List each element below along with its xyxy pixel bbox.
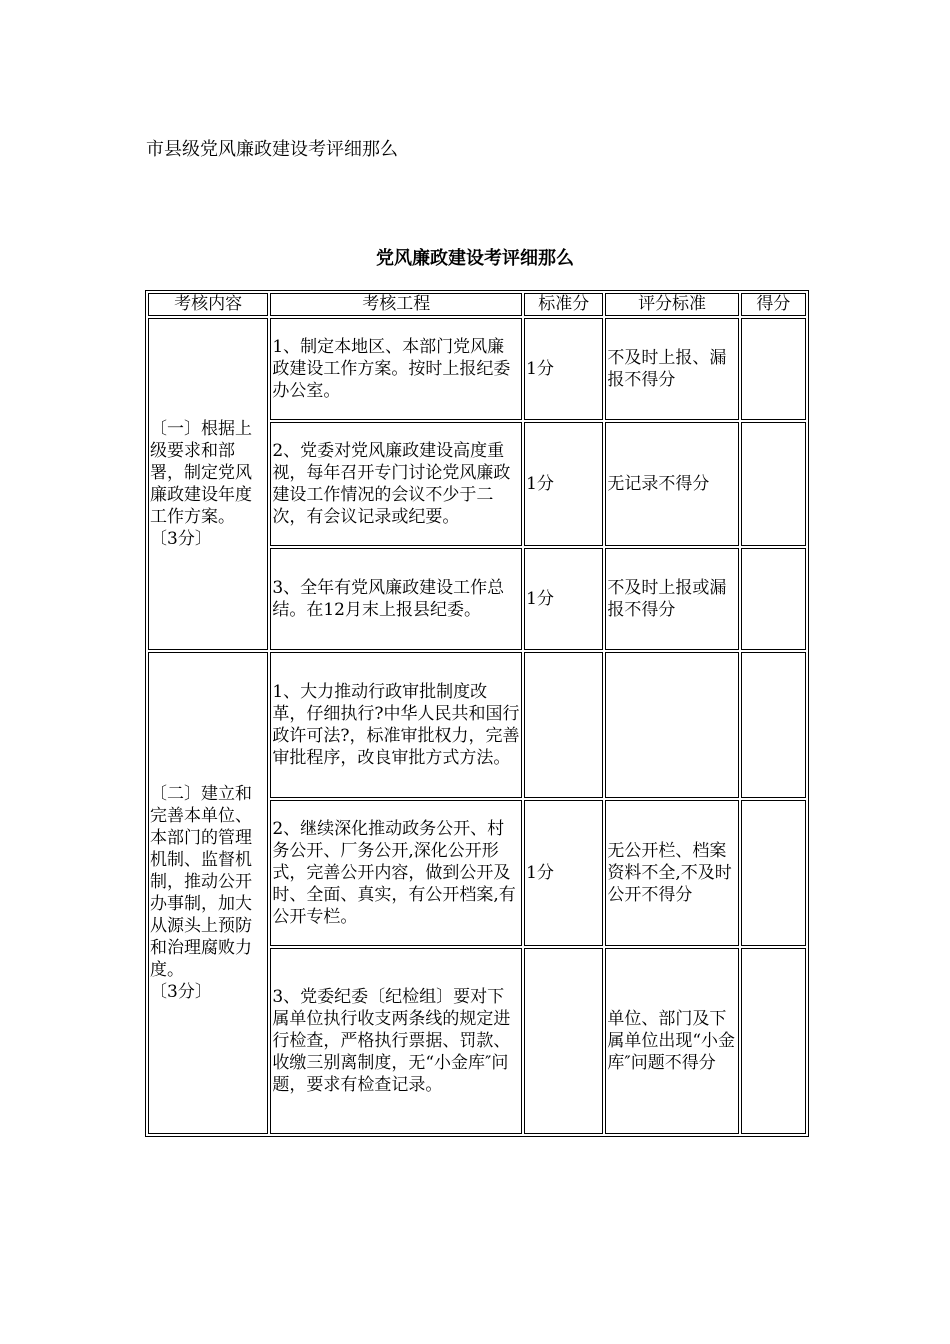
header-item: 考核工程 — [270, 293, 522, 316]
category-cell — [148, 652, 268, 1134]
item-cell: 1、制定本地区、本部门党风廉政建设工作方案。按时上报纪委办公室。 — [270, 318, 522, 420]
got-score-cell — [741, 800, 806, 946]
criteria-cell — [605, 652, 738, 798]
criteria-cell: 不及时上报、漏报不得分 — [605, 318, 738, 420]
item-cell: 2、继续深化推动政务公开、村务公开、厂务公开,深化公开形式，完善公开内容，做到公开及时、全面、真实，有公开档案,有公开专栏。 — [270, 800, 522, 946]
got-score-cell — [741, 948, 806, 1134]
table-row — [148, 318, 806, 420]
header-got-score: 得分 — [741, 293, 806, 316]
criteria-cell: 无记录不得分 — [605, 422, 738, 546]
evaluation-table — [145, 290, 809, 1137]
got-score-cell — [741, 548, 806, 650]
standard-score-cell — [524, 652, 603, 798]
category-content: 〔二〕建立和完善本单位、本部门的管理机制、监督机制，推动公开办事制，加大从源头上预防和治理腐败力度。 — [150, 784, 252, 980]
category-score: 〔3分〕 — [150, 982, 212, 1002]
got-score-cell — [741, 318, 806, 420]
criteria-cell: 单位、部门及下属单位出现“小金库″问题不得分 — [605, 948, 738, 1134]
header-criteria: 评分标准 — [605, 293, 738, 316]
standard-score-cell: 1分 — [524, 800, 603, 946]
item-cell: 1、大力推动行政审批制度改革，仔细执行?中华人民共和国行政许可法?，标准审批权力，完善审批程序，改良审批方式方法。 — [270, 652, 522, 798]
standard-score-cell: 1分 — [524, 422, 603, 546]
table-header-row — [148, 293, 806, 316]
item-cell: 2、党委对党风廉政建设高度重视，每年召开专门讨论党风廉政建设工作情况的会议不少于二次，有会议记录或纪要。 — [270, 422, 522, 546]
standard-score-cell: 1分 — [524, 548, 603, 650]
item-cell: 3、党委纪委〔纪检组〕要对下属单位执行收支两条线的规定进行检查，严格执行票据、罚款、收缴三别离制度，无“小金库″问题，要求有检查记录。 — [270, 948, 522, 1134]
category-cell — [148, 318, 268, 650]
item-cell: 3、全年有党风廉政建设工作总结。在12月末上报县纪委。 — [270, 548, 522, 650]
header-content: 考核内容 — [148, 293, 268, 316]
got-score-cell — [741, 422, 806, 546]
category-score: 〔3分〕 — [150, 529, 212, 549]
got-score-cell — [741, 652, 806, 798]
header-standard-score: 标准分 — [524, 293, 603, 316]
criteria-cell: 不及时上报或漏报不得分 — [605, 548, 738, 650]
table-title: 党风廉政建设考评细那么 — [376, 248, 574, 269]
standard-score-cell — [524, 948, 603, 1134]
table-row — [148, 652, 806, 798]
criteria-cell: 无公开栏、档案资料不全,不及时公开不得分 — [605, 800, 738, 946]
document-title: 市县级党风廉政建设考评细那么 — [146, 139, 398, 160]
standard-score-cell: 1分 — [524, 318, 603, 420]
category-content: 〔一〕根据上级要求和部署，制定党风廉政建设年度工作方案。 — [150, 419, 252, 527]
